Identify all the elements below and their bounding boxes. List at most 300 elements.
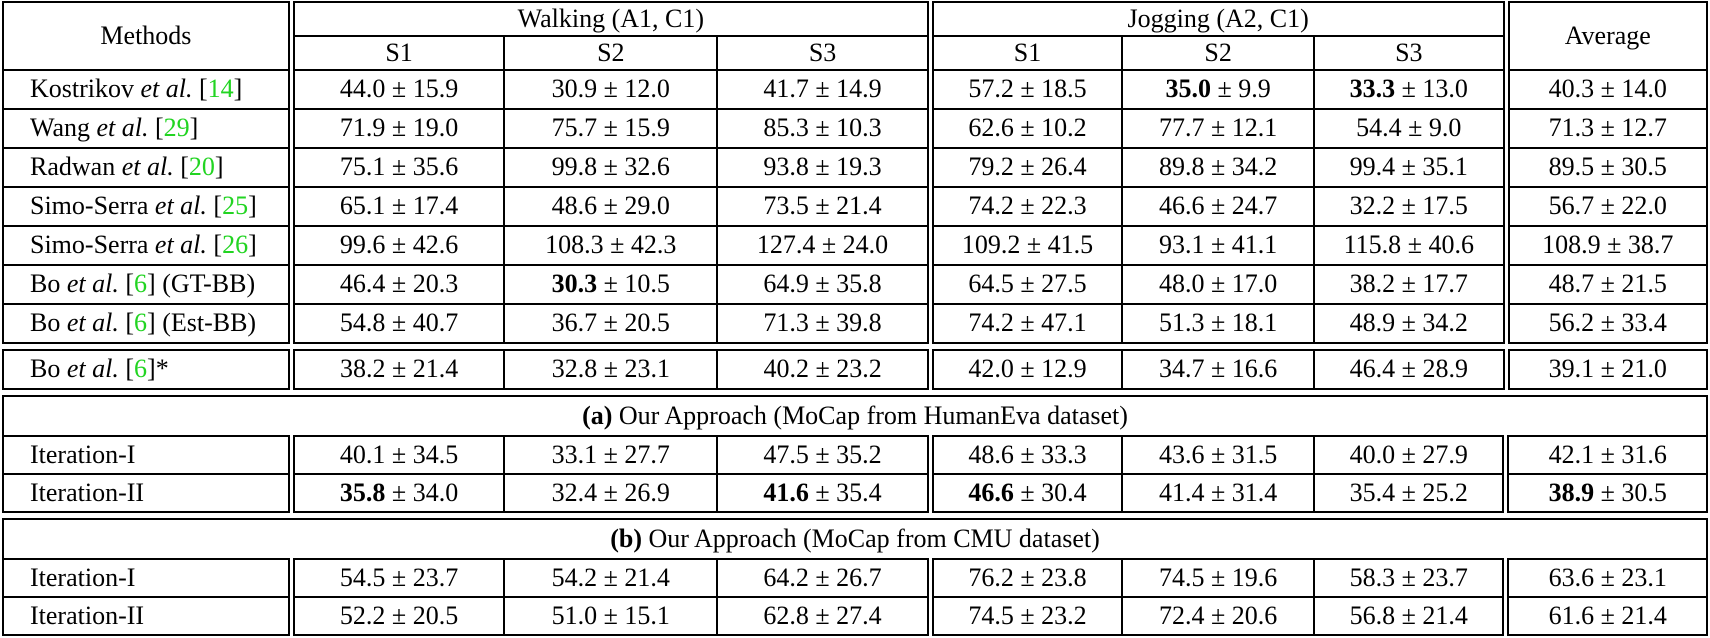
mean-value: 115.8 [1343, 230, 1402, 260]
table-row [3, 474, 1707, 512]
value-cell [504, 559, 717, 597]
citation-link[interactable]: 6 [134, 308, 148, 338]
value-cell [1314, 148, 1506, 187]
std-value: ± 34.2 [1204, 152, 1278, 182]
etal-label: et al. [148, 230, 207, 260]
mean-value: 46.4 [1349, 354, 1396, 384]
std-value: ± 35.6 [385, 152, 459, 182]
std-value: ± 12.7 [1594, 113, 1667, 143]
mean-value: 108.3 [545, 230, 604, 260]
table-row [3, 187, 1707, 226]
method-cell: Iteration-II [3, 597, 291, 635]
method-cell: Bo et al. [6] (GT-BB) [3, 265, 291, 304]
value-cell [1122, 597, 1314, 635]
std-value: ± 21.4 [1395, 600, 1468, 630]
mean-value: 77.7 [1159, 113, 1205, 143]
value-cell [930, 148, 1122, 187]
mean-value: 32.8 [551, 354, 598, 384]
mean-value: 56.2 [1548, 308, 1595, 338]
value-cell [504, 109, 717, 148]
mean-value: 40.3 [1548, 74, 1595, 104]
col-header-walking-s3: S3 [717, 36, 930, 70]
mean-value: 73.5 [763, 191, 809, 221]
std-value: ± 21.4 [385, 354, 459, 384]
mean-value: 61.6 [1548, 600, 1595, 630]
value-cell [930, 474, 1122, 512]
std-value: ± 26.9 [597, 477, 670, 507]
table-row [3, 350, 1707, 389]
method-cell: Iteration-I [3, 436, 291, 474]
value-cell [1506, 436, 1707, 474]
mean-value: 33.1 [551, 439, 598, 469]
value-cell [1506, 187, 1707, 226]
mean-value: 41.6 [763, 477, 809, 507]
value-cell [1314, 304, 1506, 343]
value-cell [1314, 187, 1506, 226]
std-value: ± 10.2 [1013, 113, 1087, 143]
value-cell [1122, 559, 1314, 597]
value-cell [1314, 226, 1506, 265]
mean-value: 75.1 [339, 152, 386, 182]
col-header-jogging-s2: S2 [1122, 36, 1314, 70]
method-cell: Iteration-II [3, 474, 291, 512]
mean-value: 30.9 [551, 74, 598, 104]
mean-value: 39.1 [1548, 354, 1595, 384]
value-cell [1122, 265, 1314, 304]
std-value: ± 10.5 [597, 269, 670, 299]
std-value: ± 17.0 [1204, 269, 1278, 299]
mean-value: 35.0 [1165, 74, 1211, 104]
value-cell [1506, 559, 1707, 597]
value-cell [1506, 597, 1707, 635]
mean-value: 42.1 [1548, 439, 1595, 469]
std-value: ± 21.0 [1594, 354, 1667, 384]
section-tag: (a) [582, 400, 613, 430]
value-cell [504, 265, 717, 304]
citation-link[interactable]: 6 [134, 354, 148, 384]
citation-link[interactable]: 6 [134, 269, 148, 299]
value-cell [1506, 474, 1707, 512]
mean-value: 57.2 [968, 74, 1014, 104]
our-approach-humaneva-table [2, 395, 1708, 513]
value-cell [291, 559, 504, 597]
std-value: ± 21.5 [1594, 269, 1667, 299]
std-value: ± 23.1 [1594, 562, 1667, 592]
value-cell [291, 148, 504, 187]
section-header: (a) Our Approach (MoCap from HumanEva dataset) [3, 396, 1707, 436]
table-row [3, 559, 1707, 597]
std-value: ± 21.4 [1594, 600, 1667, 630]
value-cell [291, 226, 504, 265]
mean-value: 54.4 [1356, 113, 1402, 143]
mean-value: 109.2 [961, 230, 1021, 260]
section-header: (b) Our Approach (MoCap from CMU dataset) [3, 519, 1707, 559]
method-cell: Bo et al. [6] (Est-BB) [3, 304, 291, 343]
value-cell [930, 597, 1122, 635]
mean-value: 33.3 [1349, 74, 1396, 104]
std-value: ± 31.6 [1594, 439, 1667, 469]
value-cell [1314, 474, 1506, 512]
mean-value: 56.8 [1349, 600, 1396, 630]
value-cell [291, 304, 504, 343]
value-cell [717, 148, 930, 187]
mean-value: 74.2 [968, 308, 1014, 338]
value-cell [1122, 304, 1314, 343]
mean-value: 93.1 [1159, 230, 1205, 260]
mean-value: 54.5 [339, 562, 386, 592]
table-row [3, 304, 1707, 343]
mean-value: 85.3 [763, 113, 809, 143]
col-header-walking-s1: S1 [291, 36, 504, 70]
method-cell: Simo-Serra et al. [26] [3, 226, 291, 265]
citation-link[interactable]: 25 [222, 191, 249, 221]
mean-value: 34.7 [1159, 354, 1205, 384]
std-value: ± 26.4 [1013, 152, 1087, 182]
mean-value: 99.6 [339, 230, 386, 260]
std-value: ± 16.6 [1204, 354, 1278, 384]
value-cell [930, 187, 1122, 226]
std-value: ± 18.5 [1013, 74, 1087, 104]
value-cell [717, 597, 930, 635]
mean-value: 58.3 [1349, 562, 1396, 592]
value-cell [717, 474, 930, 512]
table-row [3, 70, 1707, 109]
etal-label: et al. [90, 113, 149, 143]
std-value: ± 19.0 [385, 113, 459, 143]
std-value: ± 21.4 [808, 191, 882, 221]
mean-value: 62.6 [968, 113, 1014, 143]
mean-value: 71.9 [339, 113, 386, 143]
value-cell [291, 265, 504, 304]
header-row-groups [3, 2, 1707, 36]
std-value: ± 30.5 [1594, 152, 1667, 182]
std-value: ± 26.7 [808, 562, 882, 592]
mean-value: 99.8 [551, 152, 598, 182]
std-value: ± 31.5 [1204, 439, 1278, 469]
mean-value: 65.1 [339, 191, 386, 221]
mean-value: 51.0 [551, 600, 598, 630]
mean-value: 62.8 [763, 600, 809, 630]
mean-value: 74.5 [968, 600, 1014, 630]
std-value: ± 15.9 [385, 74, 459, 104]
mean-value: 54.2 [551, 562, 598, 592]
mean-value: 64.2 [763, 562, 809, 592]
value-cell [930, 436, 1122, 474]
std-value: ± 17.4 [385, 191, 459, 221]
our-approach-cmu-table [2, 518, 1708, 636]
mean-value: 48.7 [1548, 269, 1595, 299]
std-value: ± 24.7 [1204, 191, 1278, 221]
value-cell [930, 350, 1122, 389]
std-value: ± 35.1 [1395, 152, 1468, 182]
mean-value: 40.1 [339, 439, 386, 469]
value-cell [930, 70, 1122, 109]
mean-value: 36.7 [551, 308, 598, 338]
value-cell [291, 474, 504, 512]
mean-value: 48.6 [551, 191, 598, 221]
std-value: ± 14.0 [1594, 74, 1667, 104]
value-cell [1314, 109, 1506, 148]
mean-value: 40.0 [1349, 439, 1396, 469]
value-cell [1506, 265, 1707, 304]
std-value: ± 33.3 [1013, 439, 1087, 469]
value-cell [717, 350, 930, 389]
std-value: ± 13.0 [1395, 74, 1468, 104]
method-cell: Iteration-I [3, 559, 291, 597]
mean-value: 99.4 [1349, 152, 1396, 182]
value-cell [1314, 597, 1506, 635]
std-value: ± 12.0 [597, 74, 670, 104]
col-header-walking-s2: S2 [504, 36, 717, 70]
value-cell [291, 597, 504, 635]
citation-link[interactable]: 29 [163, 113, 190, 143]
value-cell [930, 265, 1122, 304]
value-cell [291, 109, 504, 148]
etal-label: et al. [60, 308, 119, 338]
method-cell: Bo et al. [6]* [3, 350, 291, 389]
std-value: ± 12.9 [1013, 354, 1087, 384]
mean-value: 41.7 [763, 74, 809, 104]
citation-link[interactable]: 20 [188, 152, 215, 182]
value-cell [717, 109, 930, 148]
value-cell [930, 304, 1122, 343]
mean-value: 71.3 [763, 308, 809, 338]
std-value: ± 27.4 [808, 600, 882, 630]
value-cell [717, 265, 930, 304]
std-value: ± 22.0 [1594, 191, 1667, 221]
std-value: ± 42.3 [603, 230, 677, 260]
mean-value: 32.2 [1349, 191, 1396, 221]
mean-value: 75.7 [551, 113, 598, 143]
mean-value: 54.8 [339, 308, 386, 338]
value-cell [291, 436, 504, 474]
method-cell: Simo-Serra et al. [25] [3, 187, 291, 226]
value-cell [1506, 70, 1707, 109]
mean-value: 108.9 [1542, 230, 1601, 260]
std-value: ± 22.3 [1013, 191, 1087, 221]
section-header-row [3, 519, 1707, 559]
std-value: ± 47.1 [1013, 308, 1087, 338]
std-value: ± 14.9 [808, 74, 882, 104]
mean-value: 38.2 [339, 354, 386, 384]
value-cell [291, 70, 504, 109]
value-cell [1314, 436, 1506, 474]
std-value: ± 23.2 [808, 354, 882, 384]
mean-value: 74.5 [1158, 562, 1205, 592]
mean-value: 71.3 [1548, 113, 1595, 143]
mean-value: 38.2 [1349, 269, 1396, 299]
std-value: ± 40.7 [385, 308, 459, 338]
etal-label: et al. [115, 152, 174, 182]
mean-value: 56.7 [1548, 191, 1595, 221]
std-value: ± 35.2 [808, 439, 882, 469]
table-row [3, 226, 1707, 265]
std-value: ± 32.6 [597, 152, 670, 182]
value-cell [717, 187, 930, 226]
std-value: ± 35.4 [808, 477, 882, 507]
std-value: ± 19.6 [1204, 562, 1278, 592]
std-value: ± 28.9 [1395, 354, 1468, 384]
mean-value: 43.6 [1158, 439, 1205, 469]
mean-value: 48.6 [968, 439, 1014, 469]
citation-link[interactable]: 26 [222, 230, 249, 260]
mean-value: 38.9 [1548, 477, 1595, 507]
value-cell [717, 70, 930, 109]
std-value: ± 27.5 [1013, 269, 1087, 299]
std-value: ± 20.5 [597, 308, 670, 338]
table-row [3, 436, 1707, 474]
std-value: ± 35.8 [808, 269, 882, 299]
std-value: ± 20.5 [385, 600, 459, 630]
std-value: ± 39.8 [808, 308, 882, 338]
std-value: ± 15.9 [597, 113, 670, 143]
mean-value: 64.5 [968, 269, 1014, 299]
mean-value: 30.3 [551, 269, 598, 299]
mean-value: 48.9 [1349, 308, 1396, 338]
col-header-jogging-s3: S3 [1314, 36, 1506, 70]
col-header-jogging-s1: S1 [930, 36, 1122, 70]
value-cell [717, 559, 930, 597]
mean-value: 46.6 [1159, 191, 1205, 221]
col-header-average: Average [1506, 2, 1707, 70]
bo-star-table [2, 349, 1708, 390]
value-cell [1122, 187, 1314, 226]
std-value: ± 19.3 [808, 152, 882, 182]
std-value: ± 18.1 [1204, 308, 1278, 338]
mean-value: 93.8 [763, 152, 809, 182]
table-row [3, 265, 1707, 304]
etal-label: et al. [134, 74, 193, 104]
mean-value: 52.2 [339, 600, 386, 630]
std-value: ± 20.6 [1204, 600, 1278, 630]
std-value: ± 9.9 [1211, 74, 1271, 104]
mean-value: 89.5 [1548, 152, 1595, 182]
value-cell [1122, 350, 1314, 389]
value-cell [1506, 226, 1707, 265]
value-cell [717, 436, 930, 474]
std-value: ± 20.3 [385, 269, 459, 299]
value-cell [504, 148, 717, 187]
value-cell [930, 109, 1122, 148]
value-cell [291, 187, 504, 226]
table-row [3, 109, 1707, 148]
col-header-jogging: Jogging (A2, C1) [930, 2, 1506, 36]
mean-value: 47.5 [763, 439, 809, 469]
mean-value: 64.9 [763, 269, 809, 299]
std-value: ± 41.1 [1204, 230, 1278, 260]
value-cell [1122, 474, 1314, 512]
std-value: ± 38.7 [1600, 230, 1674, 260]
etal-label: et al. [148, 191, 207, 221]
value-cell [1122, 109, 1314, 148]
std-value: ± 29.0 [597, 191, 670, 221]
std-value: ± 17.7 [1395, 269, 1468, 299]
value-cell [1506, 304, 1707, 343]
std-value: ± 23.1 [597, 354, 670, 384]
std-value: ± 27.7 [597, 439, 670, 469]
value-cell [291, 350, 504, 389]
table-row [3, 148, 1707, 187]
table-row [3, 597, 1707, 635]
std-value: ± 17.5 [1395, 191, 1468, 221]
mean-value: 40.2 [763, 354, 809, 384]
std-value: ± 12.1 [1204, 113, 1278, 143]
citation-link[interactable]: 14 [207, 74, 234, 104]
std-value: ± 24.0 [815, 230, 889, 260]
mean-value: 89.8 [1159, 152, 1205, 182]
value-cell [1122, 148, 1314, 187]
mean-value: 46.6 [968, 477, 1014, 507]
std-value: ± 27.9 [1395, 439, 1468, 469]
mean-value: 63.6 [1548, 562, 1595, 592]
mean-value: 44.0 [339, 74, 386, 104]
value-cell [1314, 350, 1506, 389]
std-value: ± 10.3 [808, 113, 882, 143]
mean-value: 74.2 [968, 191, 1014, 221]
value-cell [504, 304, 717, 343]
section-tag: (b) [610, 523, 642, 553]
mean-value: 127.4 [756, 230, 816, 260]
value-cell [1506, 109, 1707, 148]
std-value: ± 40.6 [1401, 230, 1474, 260]
mean-value: 32.4 [551, 477, 598, 507]
mean-value: 79.2 [968, 152, 1014, 182]
mean-value: 46.4 [339, 269, 386, 299]
std-value: ± 34.0 [385, 477, 459, 507]
value-cell [504, 474, 717, 512]
std-value: ± 9.0 [1401, 113, 1462, 143]
std-value: ± 34.5 [385, 439, 459, 469]
std-value: ± 23.2 [1013, 600, 1087, 630]
std-value: ± 23.7 [385, 562, 459, 592]
method-cell: Radwan et al. [20] [3, 148, 291, 187]
value-cell [717, 304, 930, 343]
std-value: ± 23.8 [1013, 562, 1087, 592]
std-value: ± 23.7 [1395, 562, 1468, 592]
value-cell [930, 226, 1122, 265]
value-cell [1506, 350, 1707, 389]
value-cell [504, 226, 717, 265]
col-header-methods: Methods [3, 2, 291, 70]
std-value: ± 41.5 [1020, 230, 1094, 260]
std-value: ± 21.4 [597, 562, 670, 592]
value-cell [930, 559, 1122, 597]
std-value: ± 15.1 [597, 600, 670, 630]
mean-value: 76.2 [968, 562, 1014, 592]
value-cell [1122, 226, 1314, 265]
std-value: ± 30.5 [1594, 477, 1667, 507]
method-cell: Wang et al. [29] [3, 109, 291, 148]
std-value: ± 31.4 [1204, 477, 1278, 507]
std-value: ± 25.2 [1395, 477, 1468, 507]
value-cell [1122, 436, 1314, 474]
value-cell [504, 436, 717, 474]
std-value: ± 34.2 [1395, 308, 1468, 338]
std-value: ± 42.6 [385, 230, 459, 260]
method-cell: Kostrikov et al. [14] [3, 70, 291, 109]
value-cell [1314, 265, 1506, 304]
mean-value: 48.0 [1159, 269, 1205, 299]
main-results-table [2, 1, 1708, 344]
value-cell [1314, 559, 1506, 597]
mean-value: 42.0 [968, 354, 1014, 384]
col-header-walking: Walking (A1, C1) [291, 2, 930, 36]
value-cell [504, 70, 717, 109]
mean-value: 35.8 [339, 477, 386, 507]
etal-label: et al. [60, 354, 119, 384]
etal-label: et al. [60, 269, 119, 299]
section-header-row [3, 396, 1707, 436]
